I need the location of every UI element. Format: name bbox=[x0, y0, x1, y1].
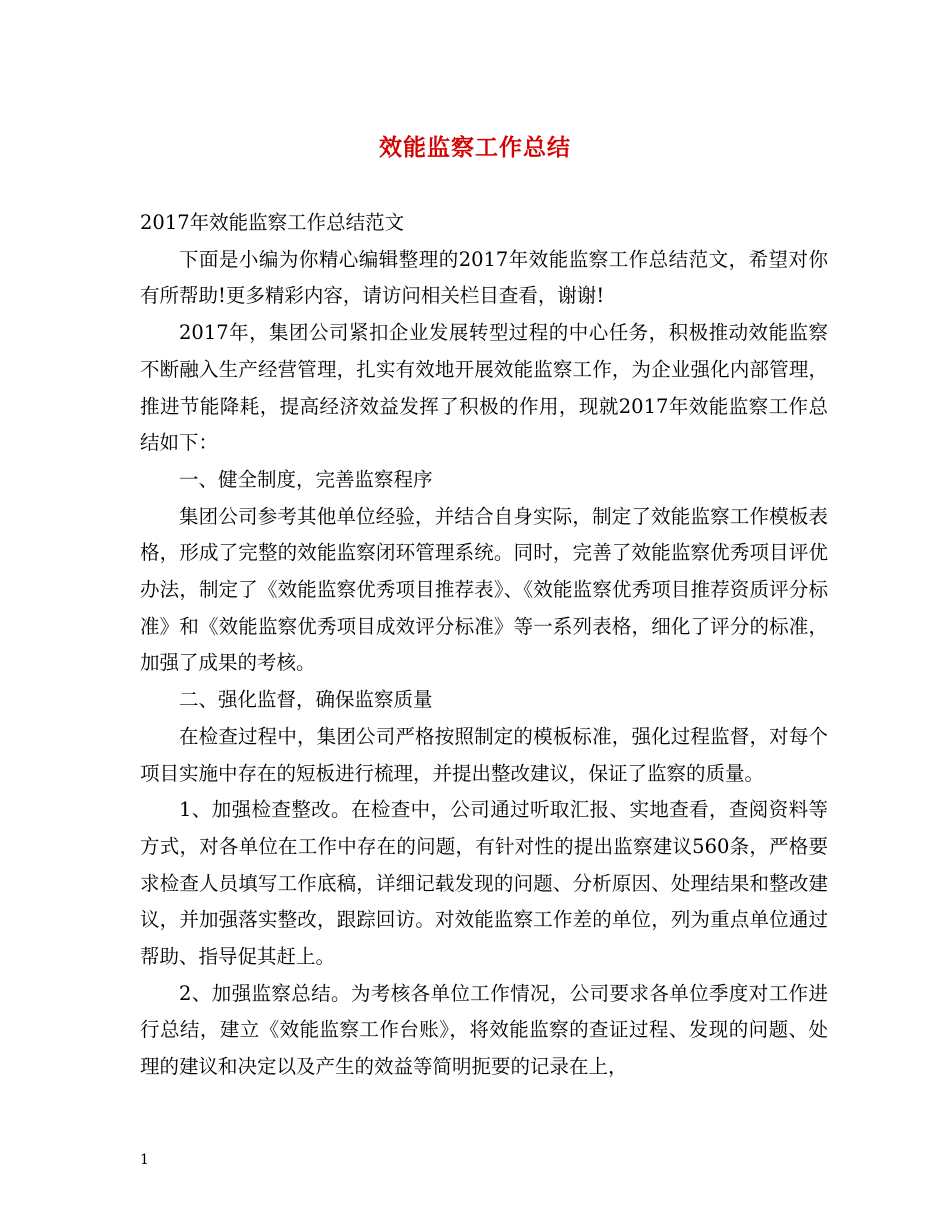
item-1-paragraph: 1、加强检查整改。在检查中，公司通过听取汇报、实地查看，查阅资料等方式，对各单位在工作中存在的问题，有针对性的提出监察建议560条，严格要求检查人员填写工作底稿，详细记载发现的问题、分析原因、处理结果和整改建议，并加强落实整改，跟踪回访。对效能监察工作差的单位，列为重点单位通过帮助、指导促其赶上。 bbox=[140, 798, 828, 969]
document-subtitle: 2017年效能监察工作总结范文 bbox=[140, 211, 405, 234]
intro-paragraph: 下面是小编为你精心编辑整理的2017年效能监察工作总结范文，希望对你有所帮助!更多精彩内容，请访问相关栏目查看，谢谢! bbox=[140, 247, 828, 308]
document-title: 效能监察工作总结 bbox=[379, 134, 571, 161]
item-2-paragraph: 2、加强监察总结。为考核各单位工作情况，公司要求各单位季度对工作进行总结，建立《效能监察工作台账》，将效能监察的查证过程、发现的问题、处理的建议和决定以及产生的效益等简明扼要的记录在上， bbox=[140, 981, 828, 1079]
page-number: 1 bbox=[140, 1152, 149, 1168]
section-1-paragraph: 集团公司参考其他单位经验，并结合自身实际，制定了效能监察工作模板表格，形成了完整的效能监察闭环管理系统。同时，完善了效能监察优秀项目评优办法，制定了《效能监察优秀项目推荐表》、《效能监察优秀项目推荐资质评分标准》和《效能监察优秀项目成效评分标准》等一系列表格，细化了评分的标准，加强了成果的考核。 bbox=[140, 504, 828, 675]
section-heading-2: 二、强化监督，确保监察质量 bbox=[179, 688, 433, 712]
overview-paragraph: 2017年，集团公司紧扣企业发展转型过程的中心任务，积极推动效能监察不断融入生产经营管理，扎实有效地开展效能监察工作，为企业强化内部管理，推进节能降耗，提高经济效益发挥了积极的作用，现就2017年效能监察工作总结如下： bbox=[140, 321, 828, 455]
document-body bbox=[140, 205, 828, 1086]
section-2-paragraph: 在检查过程中，集团公司严格按照制定的模板标准，强化过程监督，对每个项目实施中存在的短板进行梳理，并提出整改建议，保证了监察的质量。 bbox=[140, 724, 828, 785]
section-heading-1: 一、健全制度，完善监察程序 bbox=[179, 467, 433, 491]
